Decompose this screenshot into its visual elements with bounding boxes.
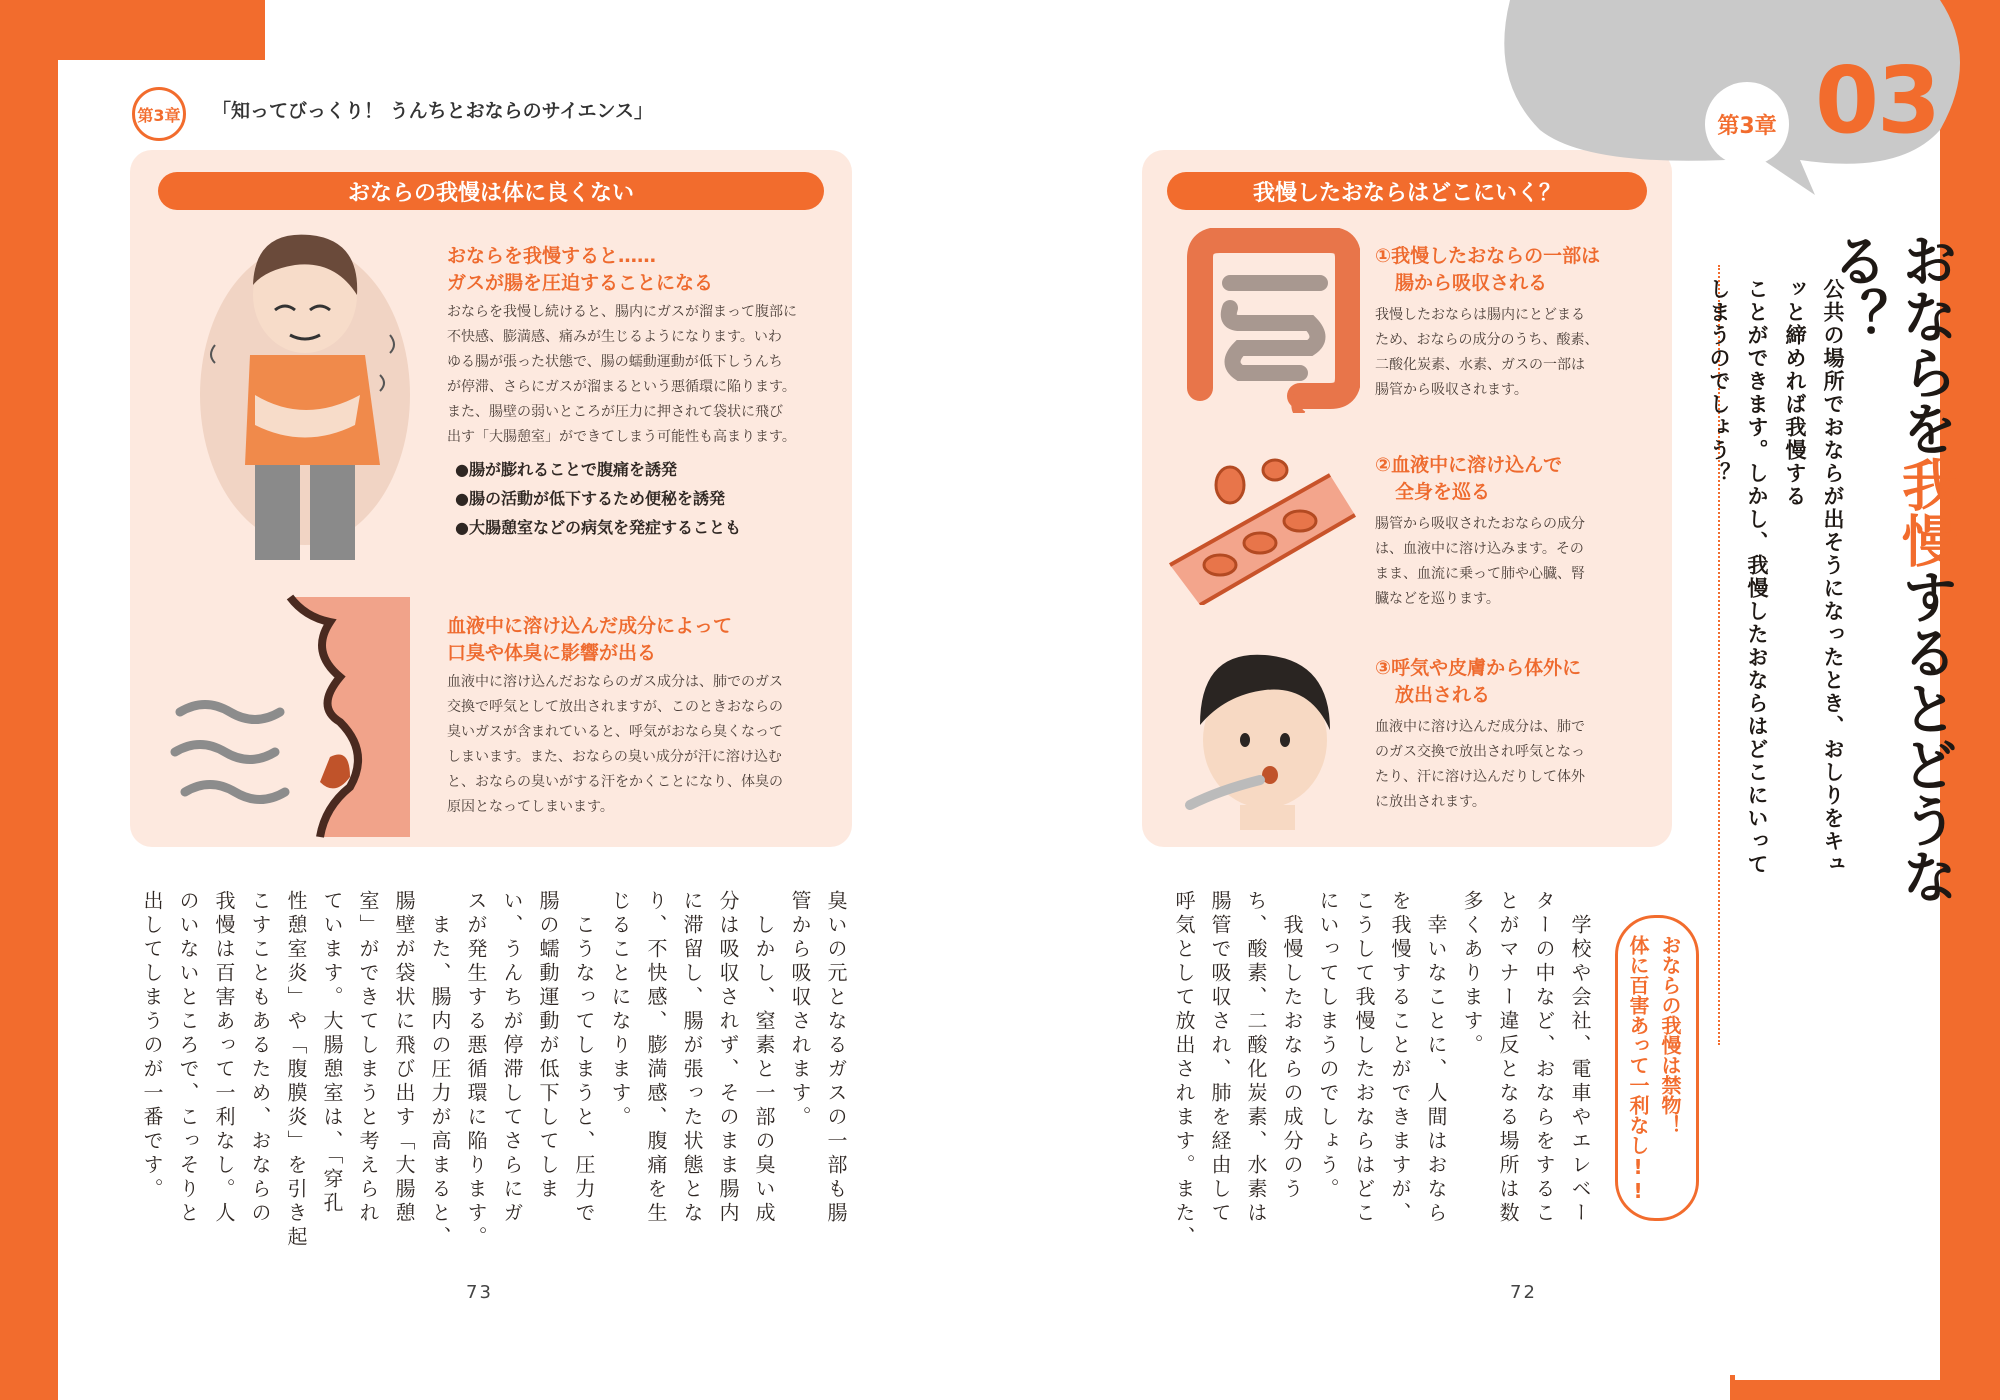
title-highlight: 我慢 — [1893, 456, 1958, 568]
body-column: 室」ができてしまうと考えられ — [356, 890, 380, 1226]
text-line: 二酸化炭素、水素、ガスの一部は — [1375, 357, 1585, 373]
body-column: じることになります。 — [608, 890, 632, 1130]
body-column: しかし、窒素と一部の臭い成 — [752, 890, 776, 1226]
body-column: い、うんちが停滞してさらにガ — [500, 890, 524, 1226]
text-line: 交換で呼気として放出されますが、このときおならの — [447, 699, 783, 715]
text-line: ゆる腸が張った状態で、腸の蠕動運動が低下しうんち — [447, 354, 783, 370]
bullet-item: ●大腸憩室などの病気を発症することも — [455, 518, 741, 537]
text-line: 血液中に溶け込んだ成分は、肺で — [1375, 719, 1585, 735]
body-column: 我慢は百害あって一利なし。人 — [212, 890, 236, 1226]
text-line: 臓などを巡ります。 — [1375, 591, 1500, 607]
body-column: こうなってしまうと、圧力で — [572, 890, 596, 1226]
right-item-1-heading-line2: 腸から吸収される — [1395, 272, 1548, 294]
page-number-right: 72 — [1510, 1282, 1537, 1303]
body-column: ターの中など、おならをするこ — [1532, 890, 1556, 1226]
stomach-ache-person-illustration — [195, 225, 410, 560]
body-column: を我慢することができますが、 — [1388, 890, 1412, 1226]
bullet-item: ●腸の活動が低下するため便秘を誘発 — [455, 489, 725, 508]
body-column: 幸いなことに、人間はおなら — [1424, 890, 1448, 1226]
body-column: 学校や会社、電車やエレベー — [1568, 890, 1592, 1226]
boy-breathing-illustration — [1170, 640, 1345, 830]
text-line: は、血液中に溶け込みます。その — [1375, 541, 1584, 557]
text-line: 血液中に溶け込んだおならのガス成分は、肺でのガス — [447, 674, 783, 690]
blood-vessel-illustration — [1160, 455, 1360, 605]
right-item-3-heading-line1: ③呼気や皮膚から体外に — [1375, 657, 1582, 679]
chapter-badge: 第3章 — [132, 87, 186, 141]
text-line: 我慢したおならは腸内にとどまる — [1375, 307, 1585, 323]
body-column: 腸管で吸収され、肺を経由して — [1208, 890, 1232, 1226]
left-body-text — [124, 890, 854, 1250]
text-line: 臭いガスが含まれていると、呼気がおなら臭くなって — [447, 724, 783, 740]
chapter-number: 03 — [1815, 47, 1940, 154]
left-panel-title: おならの我慢は体に良くない — [158, 172, 824, 210]
lead-line: ことができます。しかし、我慢したおならはどこにいってしまうのでしょう？ — [1707, 278, 1769, 876]
left-section2-text — [447, 670, 837, 820]
body-column: こうして我慢したおならはどこ — [1352, 890, 1376, 1226]
right-item-3-text — [1375, 715, 1655, 815]
left-section1-heading — [447, 243, 713, 297]
body-column: り、不快感、膨満感、腹痛を生 — [644, 890, 668, 1226]
left-section1-bullets — [455, 455, 741, 542]
top-left-orange-band — [0, 0, 265, 60]
callout-line: おならの我慢は禁物！ — [1658, 935, 1682, 1135]
text-line: おならを我慢し続けると、腸内にガスが溜まって腹部に — [447, 304, 797, 320]
text-line: たり、汗に溶け込んだりして体外 — [1375, 769, 1585, 785]
body-column: 臭いの元となるガスの一部も腸 — [824, 890, 848, 1226]
right-item-3 — [1375, 655, 1655, 815]
text-line: のガス交換で放出され呼気となっ — [1375, 744, 1585, 760]
left-orange-border — [0, 0, 58, 1400]
page-number-left: 73 — [466, 1282, 493, 1303]
body-column: スが発生する悪循環に陥ります。 — [464, 890, 488, 1250]
left-section1-heading-line1: おならを我慢すると…… — [447, 245, 657, 267]
body-column: 出してしまうのが一番です。 — [140, 890, 164, 1202]
right-item-2 — [1375, 452, 1655, 612]
text-line: に放出されます。 — [1375, 794, 1486, 810]
right-item-2-heading-line2: 全身を巡る — [1395, 481, 1491, 503]
title-part-1: おならを — [1893, 232, 1958, 456]
body-column: 多くあります。 — [1460, 890, 1484, 1058]
text-line: 腸管から吸収されたおならの成分 — [1375, 516, 1585, 532]
body-column: に滞留し、腸が張った状態とな — [680, 890, 704, 1226]
body-column: 我慢したおならの成分のう — [1280, 890, 1304, 1202]
chapter-running-title: 「知ってびっくり！ うんちとおならのサイエンス」 — [212, 100, 653, 122]
left-section2-heading — [447, 613, 732, 667]
right-item-3-heading-line2: 放出される — [1395, 684, 1491, 706]
body-column: ています。大腸憩室は、「穿孔 — [320, 890, 344, 1216]
body-column: また、腸内の圧力が高まると、 — [428, 890, 452, 1250]
warning-callout-text — [1622, 935, 1686, 1205]
right-item-1-heading-line1: ①我慢したおならの一部は — [1375, 245, 1601, 267]
text-line: が停滞、さらにガスが溜まるという悪循環に陥ります。 — [447, 379, 796, 395]
bullet-item: ●腸が膨れることで腹痛を誘発 — [455, 460, 677, 479]
text-line: 腸管から吸収されます。 — [1375, 382, 1528, 398]
text-line: まま、血流に乗って肺や心臓、腎 — [1375, 566, 1585, 582]
body-column: のいないところで、こっそりと — [176, 890, 200, 1226]
right-item-1 — [1375, 243, 1655, 403]
callout-line: 体に百害あって一利なし!! — [1626, 935, 1650, 1203]
text-line: また、腸壁の弱いところが圧力に押されて袋状に飛び — [447, 404, 783, 420]
body-column: 管から吸収されます。 — [788, 890, 812, 1130]
body-column: 腸の蠕動運動が低下してしま — [536, 890, 560, 1202]
body-column: 性憩室炎」や「腹膜炎」を引き起 — [284, 890, 308, 1250]
right-item-2-heading-line1: ②血液中に溶け込んで — [1375, 454, 1563, 476]
text-line: 原因となってしまいます。 — [447, 799, 614, 815]
right-panel-title: 我慢したおならはどこにいく？ — [1167, 172, 1647, 210]
lead-line: 公共の場所でおならが出そうになったとき、おしりをキュッと締めれば我慢する — [1783, 278, 1845, 876]
lead-text — [1700, 278, 1852, 878]
right-body-text — [1138, 890, 1598, 1250]
body-column: こすこともあるため、おならの — [248, 890, 272, 1226]
intestine-illustration — [1180, 228, 1360, 413]
text-line: と、おならの臭いがする汗をかくことになり、体臭の — [447, 774, 783, 790]
left-section2-heading-line1: 血液中に溶け込んだ成分によって — [447, 615, 733, 637]
title-part-2: するとどうなる？ — [1823, 232, 1958, 904]
left-section2-heading-line2: 口臭や体臭に影響が出る — [447, 642, 657, 664]
right-item-1-text — [1375, 303, 1655, 403]
body-column: とがマナー違反となる場所は数 — [1496, 890, 1520, 1226]
bad-breath-illustration — [170, 592, 410, 842]
body-column: ち、酸素、二酸化炭素、水素は — [1244, 890, 1268, 1226]
body-column: にいってしまうのでしょう。 — [1316, 890, 1340, 1202]
left-section1-heading-line2: ガスが腸を圧迫することになる — [447, 272, 714, 294]
chapter-label-badge: 第3章 — [1705, 82, 1789, 166]
body-column: 分は吸収されず、そのまま腸内 — [716, 890, 740, 1226]
text-line: 出す「大腸憩室」ができてしまう可能性も高まります。 — [447, 429, 796, 445]
body-column: 呼気として放出されます。また、 — [1172, 890, 1196, 1250]
right-item-2-text — [1375, 512, 1655, 612]
left-section1-text — [447, 300, 837, 450]
text-line: しまいます。また、おならの臭い成分が汗に溶け込む — [447, 749, 782, 765]
body-column: 腸壁が袋状に飛び出す「大腸憩 — [392, 890, 416, 1226]
text-line: ため、おならの成分のうち、酸素、 — [1375, 332, 1599, 348]
text-line: 不快感、膨満感、痛みが生じるようになります。いわ — [447, 329, 782, 345]
